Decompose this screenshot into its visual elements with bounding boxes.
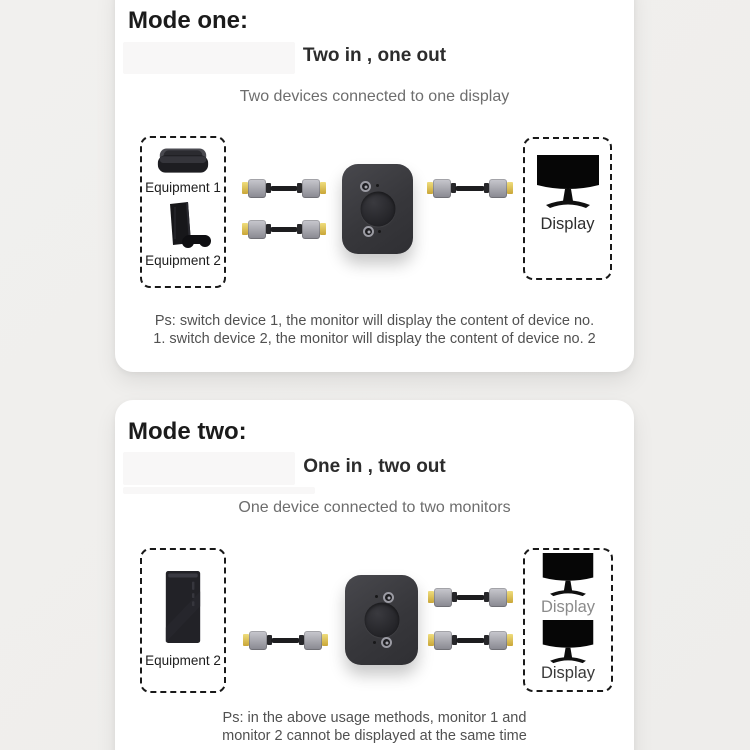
mode-two-note [115, 709, 634, 745]
equipment-label: Equipment 2 [145, 653, 221, 668]
screw-icon [383, 592, 394, 603]
display-box [523, 137, 612, 280]
switch-button [360, 192, 395, 227]
hdmi-cable-icon [428, 586, 513, 608]
equipment-box [140, 548, 226, 693]
switch-button [364, 603, 399, 638]
hdmi-cable-icon [243, 629, 328, 651]
screw-icon [381, 637, 392, 648]
display-label: Display [540, 215, 595, 233]
watermark-band [123, 487, 315, 494]
hdmi-cable-icon [427, 177, 513, 199]
monitor-icon [540, 620, 596, 664]
led-dot [376, 184, 379, 187]
mode-two-subtitle: One in , two out [303, 456, 446, 477]
switch-device-icon [342, 164, 413, 254]
screw-icon [363, 226, 374, 237]
monitor-icon [540, 553, 596, 597]
pc-tower-icon [165, 570, 201, 644]
hdmi-cable-icon [242, 177, 326, 199]
tv-box-icon [154, 147, 212, 177]
display-box [523, 548, 613, 692]
hdmi-cable-icon [242, 218, 326, 240]
screw-icon [360, 181, 371, 192]
note-line: Ps: switch device 1, the monitor will display the content of device no. [154, 313, 595, 329]
mode-one-card [115, 0, 634, 372]
equipment-label: Equipment 2 [145, 253, 221, 268]
display-label: Display [540, 598, 596, 616]
led-dot [378, 230, 381, 233]
display-label: Display [540, 664, 596, 682]
monitor-icon [536, 155, 600, 209]
mode-one-description: Two devices connected to one display [239, 88, 510, 105]
note-line: 1. switch device 2, the monitor will display the content of device no. 2 [153, 331, 596, 347]
equipment-label: Equipment 1 [145, 180, 221, 195]
mode-two-card [115, 400, 634, 750]
mode-two-description: One device connected to two monitors [238, 499, 511, 516]
note-line: Ps: in the above usage methods, monitor 1 and [222, 710, 527, 726]
game-console-icon [153, 201, 213, 251]
hdmi-cable-icon [428, 629, 513, 651]
switch-device-icon [345, 575, 418, 665]
mode-one-title: Mode one: [128, 7, 248, 34]
mode-one-subtitle: Two in , one out [302, 45, 447, 66]
led-dot [373, 641, 376, 644]
note-line: monitor 2 cannot be displayed at the same time [222, 728, 527, 744]
mode-two-title: Mode two: [128, 418, 247, 445]
equipment-box [140, 136, 226, 288]
mode-one-note [115, 312, 634, 348]
led-dot [375, 595, 378, 598]
